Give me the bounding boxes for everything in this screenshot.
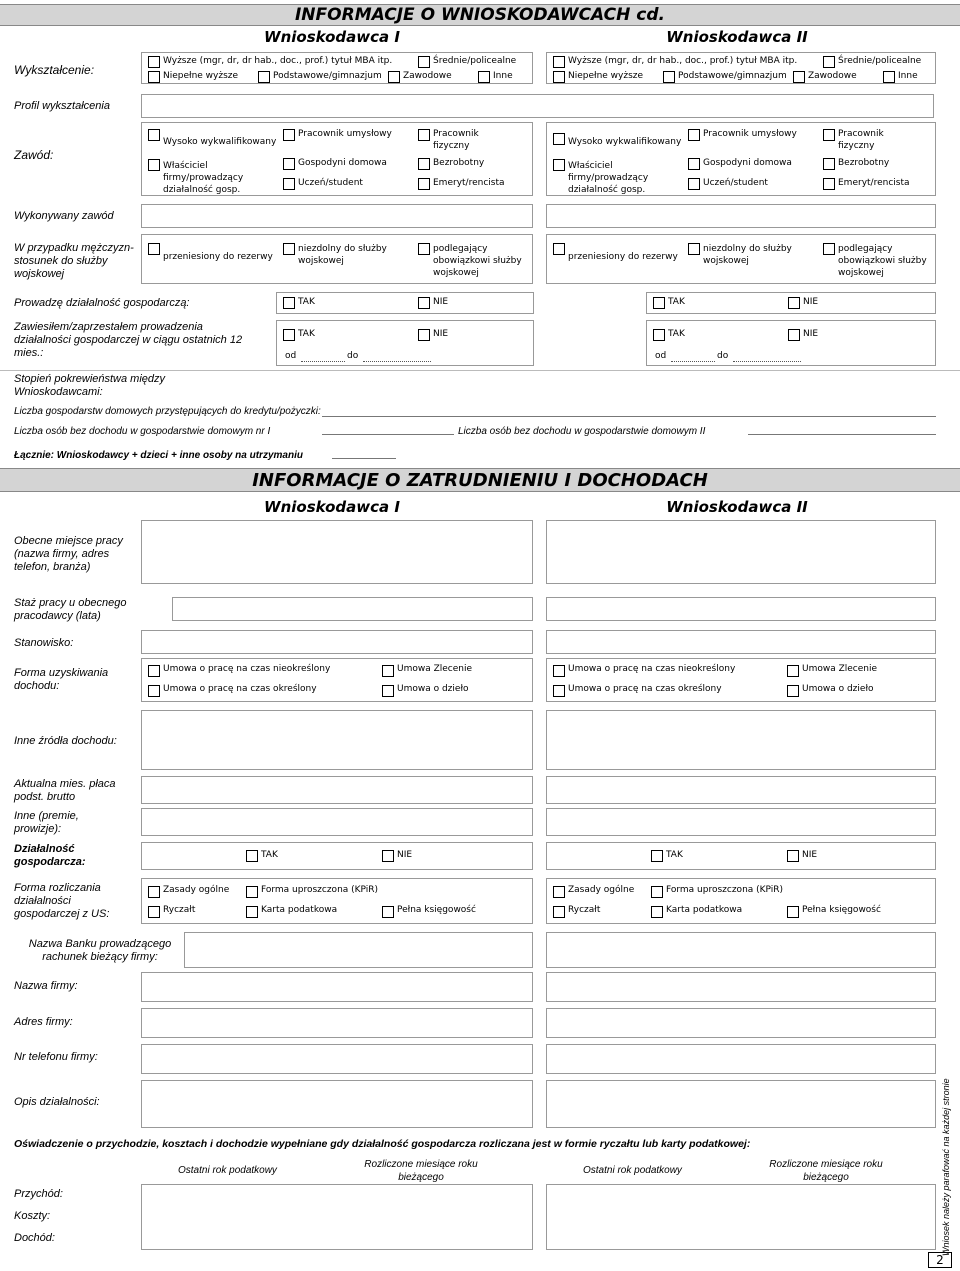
section-header-applicants bbox=[0, 4, 960, 26]
option-label: Pełna księgowość bbox=[802, 905, 881, 915]
option-label: Pracownik fizyczny bbox=[838, 129, 884, 151]
option-label: Zasady ogólne bbox=[568, 885, 635, 895]
suspended-box-applicant-2 bbox=[646, 320, 936, 366]
bank-label: Nazwa Banku prowadzącego rachunek bieżący firmy: bbox=[28, 938, 172, 963]
checkbox-contract-fixed-term[interactable] bbox=[148, 685, 160, 697]
checkbox-suspended-no[interactable] bbox=[418, 329, 430, 341]
option-label: Umowa Zlecenie bbox=[802, 664, 878, 674]
salary-input-2[interactable] bbox=[546, 776, 936, 804]
military-box-applicant-2 bbox=[546, 234, 936, 284]
option-label: Pracownik umysłowy bbox=[298, 129, 392, 139]
checkbox-education-incomplete-higher[interactable] bbox=[553, 71, 565, 83]
workplace-label: Obecne miejsce pracy (nazwa firmy, adres telefon, branża) bbox=[14, 535, 123, 573]
option-label: podlegający obowiązkowi służby wojskowej bbox=[433, 244, 522, 278]
company-name-label: Nazwa firmy: bbox=[14, 980, 78, 992]
checkbox-tax-card[interactable] bbox=[246, 906, 258, 918]
option-label: Umowa o pracę na czas określony bbox=[568, 684, 722, 694]
option-label: NIE bbox=[433, 297, 449, 307]
option-label: niezdolny do służby wojskowej bbox=[298, 244, 387, 266]
business-activity-box-2 bbox=[546, 842, 936, 870]
option-label: Ryczałt bbox=[163, 905, 196, 915]
option-label: Wysoko wykwalifikowany bbox=[163, 137, 277, 147]
option-label: Bezrobotny bbox=[433, 158, 485, 168]
checkbox-contract-indefinite[interactable] bbox=[148, 665, 160, 677]
checkbox-contract-fixed-term[interactable] bbox=[553, 685, 565, 697]
to-label: do bbox=[347, 351, 359, 361]
performed-occupation-input-1[interactable] bbox=[141, 204, 533, 228]
company-name-input-2[interactable] bbox=[546, 972, 936, 1002]
checkbox-occupation-highly-qualified[interactable] bbox=[553, 133, 565, 145]
tax-form-label: Forma rozliczania działalności gospodarczej z US: bbox=[14, 882, 110, 920]
military-box-applicant-1 bbox=[141, 234, 533, 284]
checkbox-tax-full-accounting[interactable] bbox=[787, 906, 799, 918]
business-activity-box-1 bbox=[141, 842, 533, 870]
option-label: Podstawowe/gimnazjum bbox=[678, 71, 787, 81]
suspended-box-applicant-1 bbox=[276, 320, 534, 366]
option-label: Umowa o dzieło bbox=[802, 684, 874, 694]
option-label: TAK bbox=[666, 850, 683, 860]
option-label: Wysoko wykwalifikowany bbox=[568, 137, 682, 147]
business-box-applicant-1 bbox=[276, 292, 534, 314]
option-label: Karta podatkowa bbox=[666, 905, 743, 915]
dependents-2-label: Liczba osób bez dochodu w gospodarstwie domowym II bbox=[458, 426, 706, 437]
option-label: Wyższe (mgr, dr, dr hab., doc., prof.) tytuł MBA itp. bbox=[568, 56, 798, 66]
checkbox-military-unfit[interactable] bbox=[688, 243, 700, 255]
option-label: Zawodowe bbox=[403, 71, 452, 81]
occupation-box-applicant-2 bbox=[546, 122, 936, 196]
column-header-applicant-2: Wnioskodawca II bbox=[666, 28, 808, 46]
statement-text: Oświadczenie o przychodzie, kosztach i dochodzie wypełniane gdy działalność gospodarcza rozliczana jest w formie ryczałtu lub karty podatkowej: bbox=[14, 1138, 751, 1150]
option-label: TAK bbox=[261, 850, 278, 860]
checkbox-education-secondary[interactable] bbox=[823, 56, 835, 68]
checkbox-business-no[interactable] bbox=[788, 297, 800, 309]
from-date-field[interactable] bbox=[301, 361, 345, 362]
business-activity-label: Działalność gospodarcza: bbox=[14, 843, 86, 868]
checkbox-occupation-white-collar[interactable] bbox=[283, 129, 295, 141]
checkbox-suspended-no[interactable] bbox=[788, 329, 800, 341]
checkbox-tax-full-accounting[interactable] bbox=[382, 906, 394, 918]
checkbox-occupation-blue-collar[interactable] bbox=[418, 129, 430, 141]
checkbox-education-higher[interactable] bbox=[553, 56, 565, 68]
checkbox-education-other[interactable] bbox=[883, 71, 895, 83]
checkbox-occupation-highly-qualified[interactable] bbox=[148, 129, 160, 141]
checkbox-occupation-owner[interactable] bbox=[148, 159, 160, 171]
income-label: Dochód: bbox=[14, 1232, 55, 1244]
suspended-label: Zawiesiłem/zaprzestałem prowadzenia działalności gospodarczej w ciągu ostatnich 12 mies.: bbox=[14, 321, 243, 359]
option-label: Zasady ogólne bbox=[163, 885, 230, 895]
activity-label: Opis działalności: bbox=[14, 1096, 100, 1108]
option-label: Średnie/policealne bbox=[838, 56, 922, 66]
seniority-label: Staż pracy u obecnego pracodawcy (lata) bbox=[14, 597, 127, 622]
checkbox-occupation-student[interactable] bbox=[283, 178, 295, 190]
checkbox-business-activity-no[interactable] bbox=[382, 850, 394, 862]
to-date-field[interactable] bbox=[363, 361, 431, 362]
kinship-label: Stopień pokrewieństwa między Wnioskodawcami: bbox=[14, 373, 166, 398]
education-box-applicant-1 bbox=[141, 52, 533, 84]
occupation-box-applicant-1 bbox=[141, 122, 533, 196]
checkbox-tax-simplified[interactable] bbox=[651, 886, 663, 898]
profile-input[interactable] bbox=[141, 94, 934, 118]
option-label: Niepełne wyższe bbox=[568, 71, 644, 81]
checkbox-military-reserve[interactable] bbox=[553, 243, 565, 255]
current-year-text: Rozliczone miesiące roku bieżącego bbox=[364, 1159, 478, 1183]
checkbox-occupation-owner[interactable] bbox=[553, 159, 565, 171]
checkbox-military-unfit[interactable] bbox=[283, 243, 295, 255]
option-label: Pracownik umysłowy bbox=[703, 129, 797, 139]
section-title: INFORMACJE O ZATRUDNIENIU I DOCHODACH bbox=[252, 470, 708, 491]
company-address-input-2[interactable] bbox=[546, 1008, 936, 1038]
checkbox-education-incomplete-higher[interactable] bbox=[148, 71, 160, 83]
option-label: Umowa o pracę na czas nieokreślony bbox=[163, 664, 331, 674]
dependents-1-label: Liczba osób bez dochodu w gospodarstwie domowym nr I bbox=[14, 426, 271, 437]
dependents-1-input[interactable] bbox=[322, 434, 454, 435]
checkbox-occupation-retired[interactable] bbox=[418, 178, 430, 190]
option-label: Umowa o dzieło bbox=[397, 684, 469, 694]
position-input-1[interactable] bbox=[141, 630, 533, 654]
income-form-label: Forma uzyskiwania dochodu: bbox=[14, 667, 109, 692]
checkbox-occupation-blue-collar[interactable] bbox=[823, 129, 835, 141]
other-income-input-2[interactable] bbox=[546, 808, 936, 836]
option-label: Gospodyni domowa bbox=[298, 158, 387, 168]
company-phone-label: Nr telefonu firmy: bbox=[14, 1051, 98, 1063]
seniority-input-2[interactable] bbox=[546, 597, 936, 621]
income-form-box-applicant-1 bbox=[141, 658, 533, 702]
last-tax-year-label: Ostatni rok podatkowy bbox=[178, 1165, 277, 1176]
column-header-applicant-1: Wnioskodawca I bbox=[264, 28, 400, 46]
option-label: Właściciel firmy/prowadzący działalność gosp. bbox=[163, 161, 244, 195]
checkbox-business-activity-no[interactable] bbox=[787, 850, 799, 862]
tax-form-box-applicant-1 bbox=[141, 878, 533, 924]
checkbox-contract-work[interactable] bbox=[787, 685, 799, 697]
performed-occupation-input-2[interactable] bbox=[546, 204, 936, 228]
households-input[interactable] bbox=[322, 416, 936, 417]
checkbox-business-yes[interactable] bbox=[283, 297, 295, 309]
checkbox-business-activity-yes[interactable] bbox=[246, 850, 258, 862]
seniority-input-1[interactable] bbox=[172, 597, 533, 621]
option-label: NIE bbox=[397, 850, 413, 860]
total-label: Łącznie: Wnioskodawcy + dzieci + inne osoby na utrzymaniu bbox=[14, 450, 303, 461]
other-sources-input-1[interactable] bbox=[141, 710, 533, 770]
dependents-2-input[interactable] bbox=[748, 434, 936, 435]
income-form-box-applicant-2 bbox=[546, 658, 936, 702]
checkbox-contract-mandate[interactable] bbox=[382, 665, 394, 677]
option-label: przeniesiony do rezerwy bbox=[163, 252, 273, 262]
checkbox-tax-simplified[interactable] bbox=[246, 886, 258, 898]
checkbox-education-primary[interactable] bbox=[258, 71, 270, 83]
checkbox-occupation-white-collar[interactable] bbox=[688, 129, 700, 141]
checkbox-education-higher[interactable] bbox=[148, 56, 160, 68]
checkbox-business-yes[interactable] bbox=[653, 297, 665, 309]
option-label: Ryczałt bbox=[568, 905, 601, 915]
column-header-applicant-2: Wnioskodawca II bbox=[666, 498, 808, 516]
checkbox-military-obliged[interactable] bbox=[418, 243, 430, 255]
costs-label: Koszty: bbox=[14, 1210, 51, 1222]
other-sources-input-2[interactable] bbox=[546, 710, 936, 770]
option-label: Podstawowe/gimnazjum bbox=[273, 71, 382, 81]
position-input-2[interactable] bbox=[546, 630, 936, 654]
performed-occupation-label: Wykonywany zawód bbox=[14, 210, 114, 222]
profile-label: Profil wykształcenia bbox=[14, 100, 110, 112]
checkbox-occupation-housewife[interactable] bbox=[283, 158, 295, 170]
option-label: Forma uproszczona (KPiR) bbox=[666, 885, 784, 895]
tax-form-box-applicant-2 bbox=[546, 878, 936, 924]
checkbox-education-secondary[interactable] bbox=[418, 56, 430, 68]
checkbox-business-activity-yes[interactable] bbox=[651, 850, 663, 862]
checkbox-contract-mandate[interactable] bbox=[787, 665, 799, 677]
option-label: NIE bbox=[802, 850, 818, 860]
checkbox-tax-general[interactable] bbox=[148, 886, 160, 898]
option-label: Średnie/policealne bbox=[433, 56, 517, 66]
checkbox-education-primary[interactable] bbox=[663, 71, 675, 83]
business-label: Prowadzę działalność gospodarczą: bbox=[14, 297, 190, 309]
checkbox-occupation-unemployed[interactable] bbox=[418, 158, 430, 170]
option-label: TAK bbox=[298, 297, 315, 307]
option-label: Uczeń/student bbox=[703, 178, 768, 188]
option-label: Bezrobotny bbox=[838, 158, 890, 168]
revenue-label: Przychód: bbox=[14, 1188, 63, 1200]
checkbox-tax-card[interactable] bbox=[651, 906, 663, 918]
financials-box-applicant-2[interactable] bbox=[546, 1184, 936, 1250]
checkbox-tax-general[interactable] bbox=[553, 886, 565, 898]
page-number: 2 bbox=[928, 1252, 952, 1268]
option-label: podlegający obowiązkowi służby wojskowej bbox=[838, 244, 927, 278]
option-label: TAK bbox=[668, 329, 685, 339]
total-input[interactable] bbox=[332, 458, 396, 459]
company-phone-input-1[interactable] bbox=[141, 1044, 533, 1074]
education-label: Wykształcenie: bbox=[14, 63, 95, 77]
checkbox-contract-indefinite[interactable] bbox=[553, 665, 565, 677]
activity-input-2[interactable] bbox=[546, 1080, 936, 1128]
option-label: niezdolny do służby wojskowej bbox=[703, 244, 792, 266]
company-phone-input-2[interactable] bbox=[546, 1044, 936, 1074]
initial-each-page-note: Wniosek należy parafować na każdej stronie bbox=[941, 1078, 951, 1256]
other-income-input-1[interactable] bbox=[141, 808, 533, 836]
checkbox-occupation-student[interactable] bbox=[688, 178, 700, 190]
checkbox-suspended-yes[interactable] bbox=[653, 329, 665, 341]
column-header-applicant-1: Wnioskodawca I bbox=[264, 498, 400, 516]
option-label: Karta podatkowa bbox=[261, 905, 338, 915]
option-label: Zawodowe bbox=[808, 71, 857, 81]
option-label: Wyższe (mgr, dr, dr hab., doc., prof.) tytuł MBA itp. bbox=[163, 56, 393, 66]
checkbox-suspended-yes[interactable] bbox=[283, 329, 295, 341]
option-label: Umowa o pracę na czas określony bbox=[163, 684, 317, 694]
other-sources-label: Inne źródła dochodu: bbox=[14, 735, 117, 747]
option-label: NIE bbox=[803, 297, 819, 307]
from-date-field[interactable] bbox=[671, 361, 715, 362]
option-label: Inne bbox=[493, 71, 513, 81]
checkbox-contract-work[interactable] bbox=[382, 685, 394, 697]
option-label: Umowa Zlecenie bbox=[397, 664, 473, 674]
option-label: NIE bbox=[803, 329, 819, 339]
checkbox-occupation-unemployed[interactable] bbox=[823, 158, 835, 170]
from-label: od bbox=[655, 351, 667, 361]
checkbox-education-other[interactable] bbox=[478, 71, 490, 83]
current-year-text: Rozliczone miesiące roku bieżącego bbox=[769, 1159, 883, 1183]
households-label: Liczba gospodarstw domowych przystępujących do kredytu/pożyczki: bbox=[14, 406, 321, 417]
company-name-input-1[interactable] bbox=[141, 972, 533, 1002]
option-label: Pełna księgowość bbox=[397, 905, 476, 915]
checkbox-occupation-retired[interactable] bbox=[823, 178, 835, 190]
option-label: Niepełne wyższe bbox=[163, 71, 239, 81]
to-label: do bbox=[717, 351, 729, 361]
option-label: TAK bbox=[668, 297, 685, 307]
section-header-employment bbox=[0, 468, 960, 492]
option-label: przeniesiony do rezerwy bbox=[568, 252, 678, 262]
option-label: NIE bbox=[433, 329, 449, 339]
bank-input-2[interactable] bbox=[546, 932, 936, 968]
financials-box-applicant-1[interactable] bbox=[141, 1184, 533, 1250]
to-date-field[interactable] bbox=[733, 361, 801, 362]
activity-input-1[interactable] bbox=[141, 1080, 533, 1128]
workplace-input-2[interactable] bbox=[546, 520, 936, 584]
option-label: Pracownik fizyczny bbox=[433, 129, 479, 151]
company-address-label: Adres firmy: bbox=[14, 1016, 73, 1028]
bank-input-1[interactable] bbox=[184, 932, 533, 968]
education-box-applicant-2 bbox=[546, 52, 936, 84]
option-label: Inne bbox=[898, 71, 918, 81]
option-label: Emeryt/rencista bbox=[433, 178, 505, 188]
checkbox-education-vocational[interactable] bbox=[793, 71, 805, 83]
salary-input-1[interactable] bbox=[141, 776, 533, 804]
last-tax-year-label: Ostatni rok podatkowy bbox=[583, 1165, 682, 1176]
section-title: INFORMACJE O WNIOSKODAWCACH cd. bbox=[294, 5, 666, 25]
occupation-label: Zawód: bbox=[14, 148, 54, 162]
option-label: Właściciel firmy/prowadzący działalność gosp. bbox=[568, 161, 649, 195]
military-label: W przypadku mężczyzn-stosunek do służby wojskowej bbox=[14, 242, 134, 280]
other-income-label: Inne (premie, prowizje): bbox=[14, 810, 79, 835]
option-label: Gospodyni domowa bbox=[703, 158, 792, 168]
checkbox-business-no[interactable] bbox=[418, 297, 430, 309]
checkbox-education-vocational[interactable] bbox=[388, 71, 400, 83]
option-label: Umowa o pracę na czas nieokreślony bbox=[568, 664, 736, 674]
business-box-applicant-2 bbox=[646, 292, 936, 314]
option-label: Emeryt/rencista bbox=[838, 178, 910, 188]
workplace-input-1[interactable] bbox=[141, 520, 533, 584]
checkbox-tax-lump-sum[interactable] bbox=[148, 906, 160, 918]
checkbox-military-reserve[interactable] bbox=[148, 243, 160, 255]
option-label: TAK bbox=[298, 329, 315, 339]
checkbox-tax-lump-sum[interactable] bbox=[553, 906, 565, 918]
checkbox-occupation-housewife[interactable] bbox=[688, 158, 700, 170]
checkbox-military-obliged[interactable] bbox=[823, 243, 835, 255]
company-address-input-1[interactable] bbox=[141, 1008, 533, 1038]
salary-label: Aktualna mies. płaca podst. brutto bbox=[14, 778, 116, 803]
option-label: Forma uproszczona (KPiR) bbox=[261, 885, 379, 895]
option-label: Uczeń/student bbox=[298, 178, 363, 188]
position-label: Stanowisko: bbox=[14, 637, 74, 649]
from-label: od bbox=[285, 351, 297, 361]
